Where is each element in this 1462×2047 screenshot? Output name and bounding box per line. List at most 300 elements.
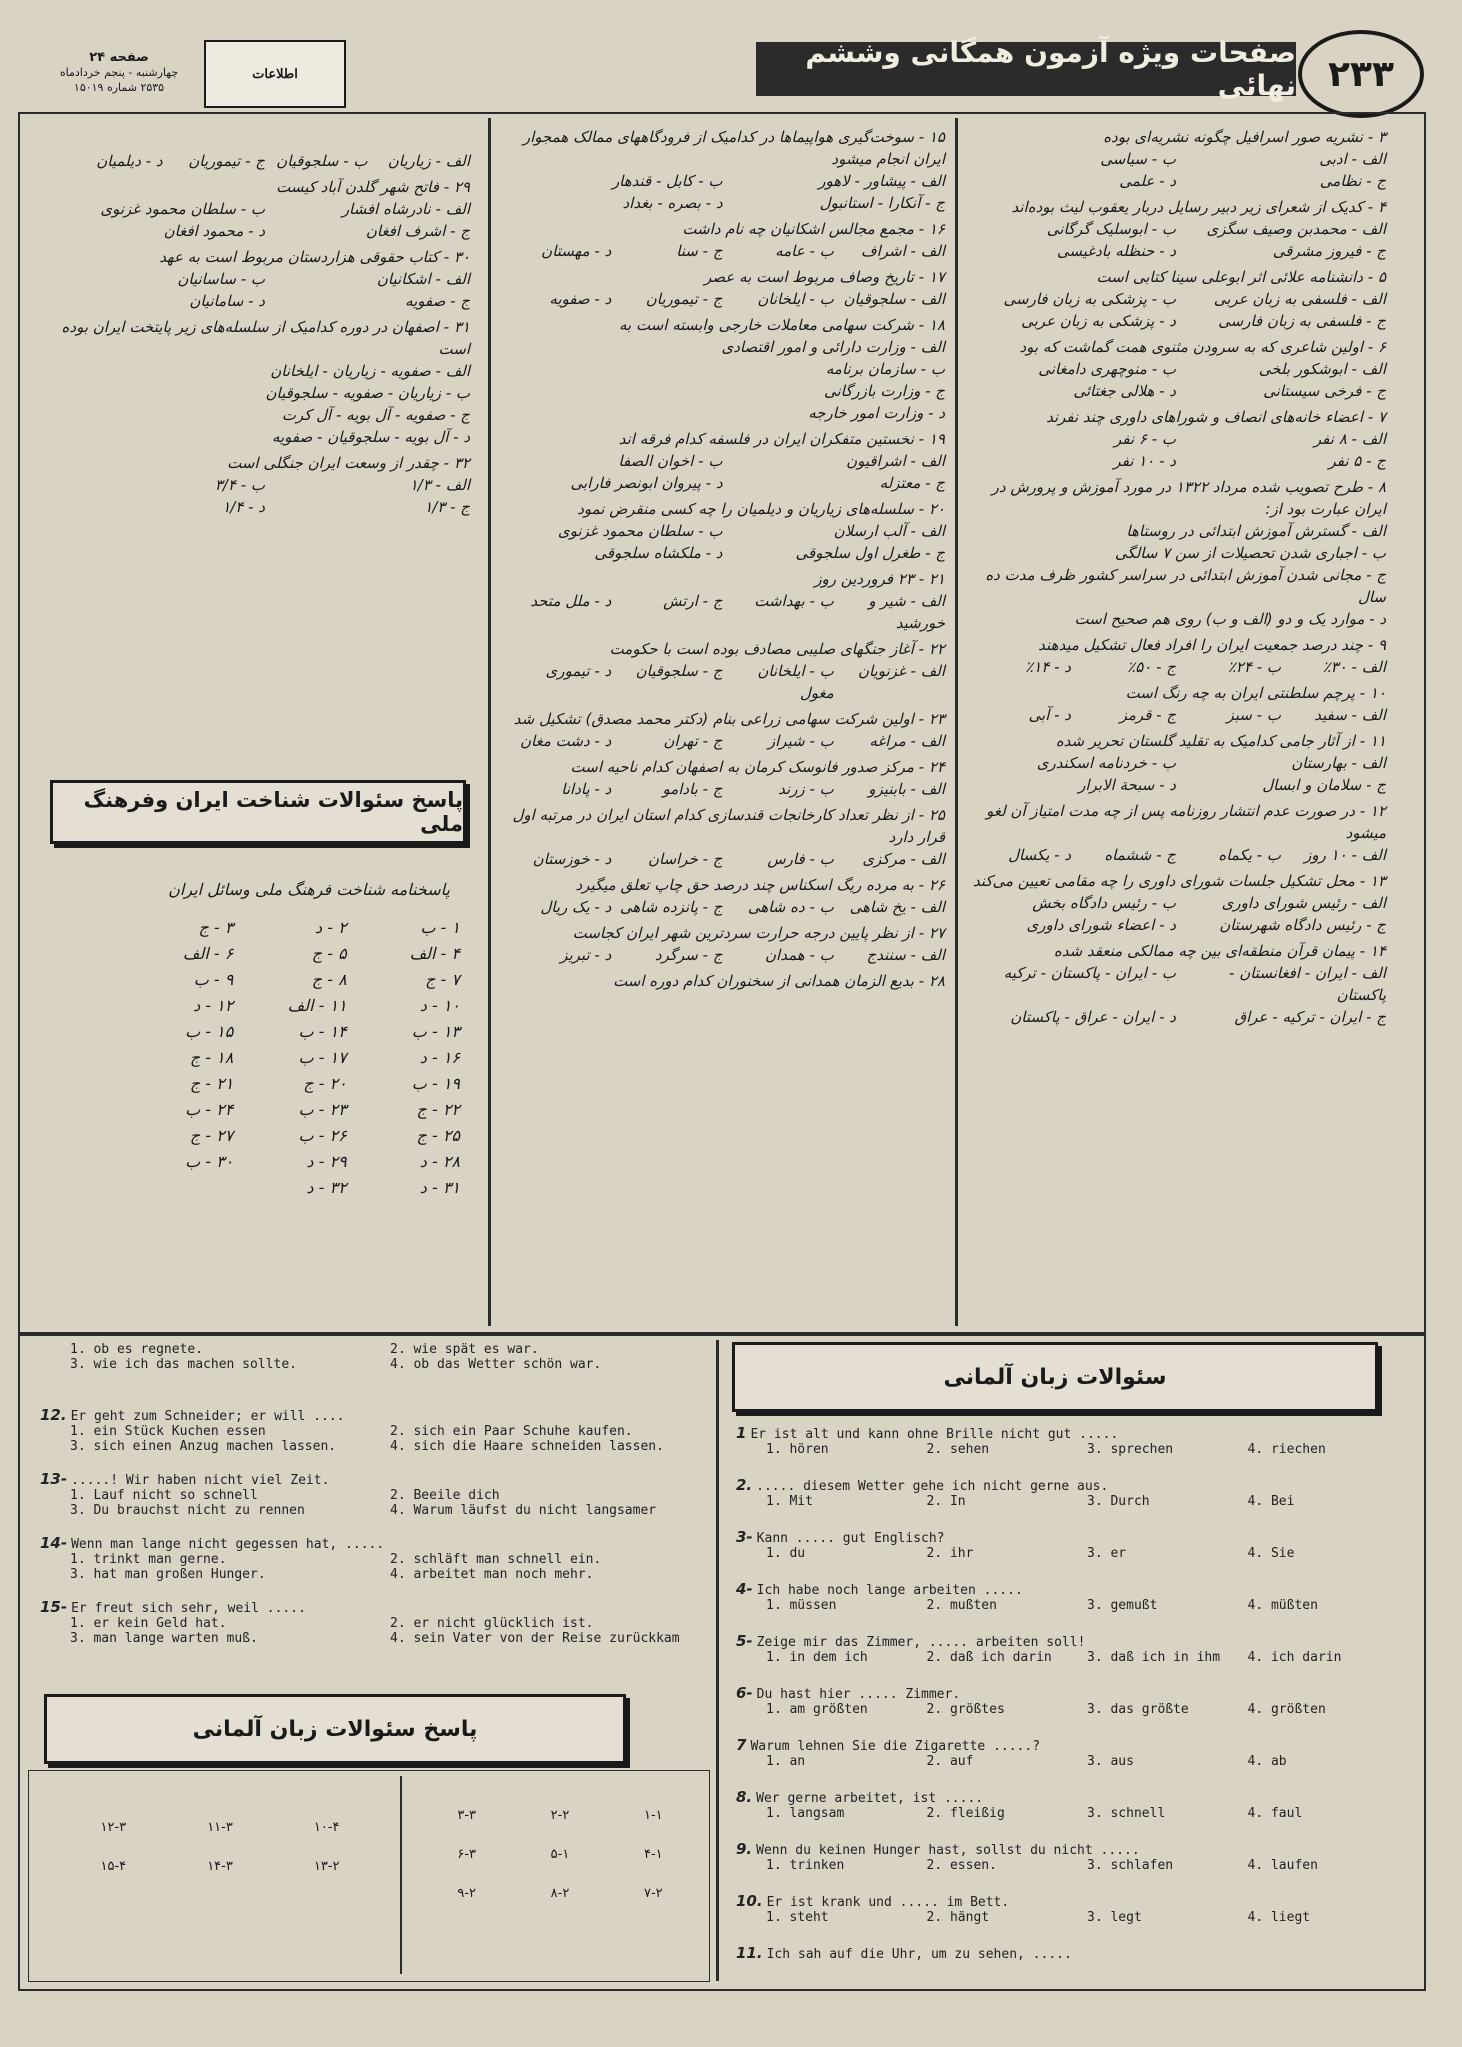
option: الف - سفید [1314,706,1386,724]
option: ج - تیموریان [188,152,265,170]
answer-item: ۲۸ - د [419,1152,460,1171]
question-text: Er geht zum Schneider; er will .... [70,1409,345,1424]
option: ب - پزشکی به زبان فارسی [1003,290,1176,308]
option: 1. langsam [766,1806,845,1821]
publication-info [38,50,200,95]
question-text: ۱۷ - تاریخ وصاف مربوط است به عصر [704,268,945,286]
question-number: 13- [40,1470,68,1488]
german-question [40,1598,710,1646]
question-item [966,940,1386,1028]
answer-item: ۳ - ج [198,918,234,937]
option: 4. arbeitet man noch mehr. [390,1567,594,1582]
option: 4. laufen [1247,1858,1318,1873]
option: ب - سیاسی [1100,150,1176,168]
option: ج - فیروز مشرقی [1272,242,1386,260]
column-divider [716,1340,719,1981]
question-text: ۲۹ - فاتح شهر گلدن آباد کیست [276,178,470,196]
page-title: صفحات ویژه آزمون همگانی وششم نهائی [756,42,1296,96]
question-text: Er ist alt und kann ohne Brille nicht gut ..... [750,1427,1119,1442]
page-label: صفحه ۲۴ [89,50,149,65]
question-item [500,126,945,214]
option: 1. Mit [766,1494,813,1509]
issue-date: چهارشنبه - پنجم خردادماه [59,66,179,79]
question-text: ۱۳ - محل تشکیل جلسات شورای داوری را چه مقامی تعیین می‌کند [972,872,1386,890]
option: 2. essen. [926,1858,997,1873]
question-text: ۱۵ - سوخت‌گیری هواپیماها در کدامیک از فرودگاههای ممالک همجوار ایران انجام میشود [522,128,945,168]
question-number: 11. [736,1944,763,1962]
option: د - سامانیان [189,292,265,310]
option: 4. Warum läufst du nicht langsamer [390,1503,657,1518]
question-item [500,266,945,310]
option-row [736,1442,1408,1457]
question-item [500,708,945,752]
option: ج - تیموریان [645,290,723,308]
option: د - اعضاء شورای داوری [1026,916,1176,934]
option: د - صفویه [549,290,612,308]
question-text: ۹ - چند درصد جمعیت ایران را افراد فعال تشکیل میدهند [1038,636,1386,654]
option: 2. schläft man schnell ein. [390,1552,602,1567]
option: ب - کابل - قندهار [611,172,723,190]
answer-item: ۲ - د [315,918,347,937]
question-item [966,196,1386,262]
option: د - پیروان ابونصر فارابی [570,474,723,492]
option: 1. an [766,1754,806,1769]
option: 1. müssen [766,1598,837,1613]
question-text: Kann ..... gut Englisch? [756,1531,945,1546]
question-line [40,1470,710,1488]
question-item [966,730,1386,796]
answer-item: ۱۵-۴ [100,1859,127,1874]
option: 1. hören [766,1442,829,1457]
option: ج - آنکارا - استانبول [819,194,945,212]
option: الف - رئیس شورای داوری [1221,894,1386,912]
question-options [500,730,945,752]
question-text: ۲۳ - اولین شرکت سهامی زراعی بنام (دکتر محمد مصدق) تشکیل شد [513,710,945,728]
option: 1. ein Stück Kuchen essen [70,1424,266,1439]
option: ج - نظامی [1319,172,1386,190]
question-number: 9. [736,1840,753,1858]
option: د - حنظله بادغیسی [1056,242,1176,260]
question-item [60,150,470,172]
question-item [500,804,945,870]
question-item [966,476,1386,630]
logo-text: اطلاعات [252,66,298,82]
german-question [40,1470,710,1518]
question-text: Ich habe noch lange arbeiten ..... [756,1583,1023,1598]
answers-divider [400,1776,402,1974]
answer-item: ۳-۳ [457,1808,476,1823]
option-row [736,1546,1408,1561]
question-item [966,406,1386,472]
question-text: Du hast hier ..... Zimmer. [756,1687,961,1702]
option: الف - پیشاور - لاهور [818,172,945,190]
question-number: 4- [736,1580,753,1598]
answer-item: ۷-۲ [644,1886,663,1901]
question-item [966,682,1386,726]
german-question [736,1944,1408,1962]
option: ج - معتزله [879,474,945,492]
option: الف - سنندج [866,946,945,964]
german-questions-heading: سئوالات زبان آلمانی [732,1342,1378,1412]
answer-item: ۶-۳ [457,1847,476,1862]
option: الف - فلسفی به زبان عربی [1213,290,1386,308]
answers-grid [120,918,460,1197]
question-options [966,892,1386,936]
option: 3. hat man großen Hunger. [70,1567,266,1582]
option: 4. ich darin [1247,1650,1342,1665]
question-text: ۵ - دانشنامه علائی اثر ابوعلی سینا کتابی است [1096,268,1386,286]
answer-item: ۷ - ج [425,970,460,989]
question-number: 2. [736,1476,753,1494]
option: ج - قرمز [1119,706,1176,724]
question-text: ۱۲ - در صورت عدم انتشار روزنامه پس از چه مدت امتیاز آن لغو میشود [986,802,1386,842]
answer-item: ۲۶ - ب [298,1126,347,1145]
german-answers-a [420,1808,700,1901]
option-row [40,1342,710,1372]
question-options [966,844,1386,866]
option: 3. sprechen [1087,1442,1174,1457]
question-options [966,520,1386,630]
question-line [736,1528,1408,1546]
question-line [736,1840,1408,1858]
question-text: Er ist krank und ..... im Bett. [766,1895,1010,1910]
answer-item: ۹-۲ [457,1886,476,1901]
question-text: ۲۵ - از نظر تعداد کارخانجات قندسازی کدام استان ایران در مرتبه اول قرار دارد [512,806,945,846]
column-divider [955,118,958,1326]
option-row [40,1552,710,1582]
question-item [966,336,1386,402]
question-line [40,1598,710,1616]
option: ج - رئیس دادگاه شهرستان [1219,916,1386,934]
question-item [966,800,1386,866]
option: د - تیموری [545,662,612,680]
option-row [736,1858,1408,1873]
question-options [500,336,945,424]
page-number-badge: ۲۳۳ [1298,30,1424,118]
answer-item: ۴ - الف [409,944,460,963]
question-item [60,246,470,312]
option: الف - وزارت دارائی و امور اقتصادی [721,338,945,356]
option: الف - اشراقیون [846,452,945,470]
option: 1. trinken [766,1858,845,1873]
option: ج - اشرف افغان [365,222,470,240]
option: د - پزشکی به زبان عربی [1021,312,1176,330]
question-text: ۲۴ - مرکز صدور فانوسک کرمان به اصفهان کدام ناحیه است [570,758,945,776]
questions-column-right [966,126,1386,1032]
option: 4. müßten [1247,1598,1318,1613]
question-text: ۲۸ - بدیع الزمان همدانی از سخنوران کدام دوره است [613,972,945,990]
answer-item: ۳۰ - ب [185,1152,234,1171]
option: د - آل بویه - سلجوقیان - صفویه [271,428,470,446]
option: 4. sich die Haare schneiden lassen. [390,1439,664,1454]
option-row [736,1650,1408,1665]
question-item [500,874,945,918]
question-options [60,150,470,172]
option: ج - پانزده شاهی [619,898,723,916]
answer-item: ۱۳-۲ [313,1859,340,1874]
option: د - خوزستان [532,850,612,868]
question-item [500,568,945,634]
question-item [966,126,1386,192]
question-text: ۸ - طرح تصویب شده مرداد ۱۳۲۲ در مورد آموزش و پرورش در ایران عبارت بود از: [991,478,1386,518]
question-number: 15- [40,1598,68,1616]
question-text: ۲۷ - از نظر پایین درجه حرارت سردترین شهر ایران کجاست [572,924,945,942]
option: د - یک ریال [540,898,612,916]
option-row [40,1488,710,1518]
option: ج - تهران [663,732,723,750]
option: ب - ۳/۴ [214,476,265,494]
option: ج - ششماه [1104,846,1176,864]
answer-item: ۲۱ - ج [189,1074,234,1093]
question-options [966,288,1386,332]
question-item [500,498,945,564]
question-text: Wer gerne arbeitet, ist ..... [756,1791,984,1806]
option: ب - فارس [767,850,834,868]
option: ب - زرند [778,780,834,798]
question-text: ۱۴ - پیمان قرآن منطقه‌ای بین چه ممالکی منعقد شده [1053,942,1386,960]
answer-item: ۱-۱ [644,1808,663,1823]
question-options [60,360,470,448]
option-row [736,1806,1408,1821]
answer-item: ۱۱ - الف [287,996,347,1015]
option: د - بصره - بغداد [622,194,723,212]
option: الف - اشکانیان [376,270,470,288]
question-text: ..... diesem Wetter gehe ich nicht gerne aus. [756,1479,1109,1494]
option: 4. ob das Wetter schön war. [390,1357,602,1372]
option: 1. in dem ich [766,1650,868,1665]
option: الف - غزنویان [857,662,945,680]
questions-column-middle [500,126,945,996]
question-text: ۳۲ - چقدر از وسعت ایران جنگلی است [227,454,470,472]
option: الف - اشراف [861,242,945,260]
option: د - مهستان [541,242,612,260]
option: ب - سلجوقیان [276,152,368,170]
option: ج - سلامان و ابسال [1262,776,1386,794]
column-divider [488,118,491,1326]
question-item [60,452,470,518]
option: د - سبحة الابرار [1078,776,1176,794]
option: 2. auf [926,1754,974,1769]
option: ب - شیراز [767,732,834,750]
option: 2. fleißig [926,1806,1005,1821]
answer-item: ۸-۲ [550,1886,570,1901]
question-line [40,1406,710,1424]
question-line [736,1684,1408,1702]
question-text: ۴ - کدیک از شعرای زیر دبیر رسایل دربار یعقوب لیث بوده‌اند [1011,198,1386,216]
option: ج - فلسفی به زبان فارسی [1218,312,1386,330]
option: 3. gemußt [1087,1598,1158,1613]
question-item [500,314,945,424]
question-text: Zeige mir das Zimmer, ..... arbeiten soll! [756,1635,1086,1650]
option: 3. er [1087,1546,1127,1561]
question-line [736,1476,1408,1494]
option: الف - ۱۰ روز [1304,846,1386,864]
question-options [966,962,1386,1028]
german-question [736,1736,1408,1769]
question-line [40,1534,710,1552]
option: ب - خردنامه اسکندری [1036,754,1176,772]
question-item [60,176,470,242]
option: ب - اجباری شدن تحصیلات از سن ۷ سالگی [1114,544,1386,562]
german-question [40,1534,710,1582]
question-item [500,756,945,800]
option: ج - طغرل اول سلجوقی [795,544,945,562]
answer-item: ۱۴ - ب [298,1022,347,1041]
option: د - ملل متحد [530,592,612,610]
option: 3. wie ich das machen sollte. [70,1357,297,1372]
question-item [966,266,1386,332]
answer-item: ۱۹ - ب [411,1074,460,1093]
option: ج - ایران - ترکیه - عراق [1234,1008,1386,1026]
question-number: 7 [736,1736,747,1754]
option: 2. größtes [926,1702,1005,1717]
question-number: 3- [736,1528,753,1546]
answer-item: ۲۷ - ج [189,1126,234,1145]
option: ب - یکماه [1218,846,1281,864]
answer-item: ۱۲-۳ [100,1820,127,1835]
option: د - ۱/۴ [222,498,265,516]
option: 4. faul [1247,1806,1303,1821]
question-options [500,450,945,494]
question-text: ۱۶ - مجمع مجالس اشکانیان چه نام داشت [682,220,945,238]
option: 3. sich einen Anzug machen lassen. [70,1439,337,1454]
german-question [736,1424,1408,1457]
option: 2. In [926,1494,966,1509]
option: 1. Lauf nicht so schnell [70,1488,258,1503]
option: د - موارد یک و دو (الف و ب) روی هم صحیح است [1074,610,1386,628]
option: ب - سلطان محمود غزنوی [100,200,265,218]
question-line [736,1788,1408,1806]
option: ب - منوچهری دامغانی [1038,360,1176,378]
option-row [736,1598,1408,1613]
question-number: 1 [736,1424,747,1442]
option: ج - صفویه - آل بویه - آل کرت [281,406,470,424]
option: د - ایران - عراق - پاکستان [1010,1008,1176,1026]
option: 2. Beeile dich [390,1488,500,1503]
question-options [500,944,945,966]
question-text: ۱۸ - شرکت سهامی معاملات خارجی وابسته است به [618,316,945,334]
answers-subtitle: پاسخنامه شناخت فرهنگ ملی وسائل ایران [168,880,450,899]
option: 1. trinkt man gerne. [70,1552,227,1567]
option: 3. schnell [1087,1806,1166,1821]
question-options [500,848,945,870]
german-question [736,1840,1408,1873]
question-text: ۲۲ - آغاز جنگهای صلیبی مصادف بوده است با حکومت [609,640,945,658]
question-options [500,520,945,564]
question-text: Er freut sich sehr, weil ..... [71,1601,306,1616]
page-header [38,24,1424,124]
option: 2. ihr [926,1546,974,1561]
option: 3. daß ich in ihm [1087,1650,1221,1665]
option: ج - وزارت بازرگانی [823,382,945,400]
question-text: ۱۰ - پرچم سلطنتی ایران به چه رنگ است [1125,684,1386,702]
option: 1. steht [766,1910,829,1925]
question-text: ۲۱ - ۲۳ فروردین روز [814,570,945,588]
question-item [60,316,470,448]
option: ب - ایران - پاکستان - ترکیه [1003,964,1176,982]
answer-item: ۲-۲ [550,1808,570,1823]
question-options [966,148,1386,192]
option: ب - بهداشت [754,592,834,610]
option: 2. sich ein Paar Schuhe kaufen. [390,1424,633,1439]
option: 2. mußten [926,1598,997,1613]
answer-item: ۲۹ - د [306,1152,347,1171]
option: الف - بابنیزو [868,780,945,798]
option: الف - آلب ارسلان [833,522,945,540]
question-line [736,1944,1408,1962]
option: ج - فرخی سیستانی [1263,382,1386,400]
option: 3. Du brauchst nicht zu rennen [70,1503,305,1518]
option-row [40,1424,710,1454]
question-options [500,240,945,262]
question-text: ۳۱ - اصفهان در دوره کدامیک از سلسله‌های زیر پایتخت ایران بوده است [61,318,470,358]
question-text: ۳۰ - کتاب حقوقی هزاردستان مربوط است به عهد [159,248,470,266]
option: د - هلالی جغتائی [1073,382,1176,400]
option: 1. ob es regnete. [70,1342,204,1357]
option: ب - رئیس دادگاه بخش [1032,894,1176,912]
option: ج - خراسان [647,850,723,868]
option: د - دشت مغان [520,732,612,750]
option: د - یکسال [1008,846,1071,864]
question-options [500,170,945,214]
question-options [966,704,1386,726]
option: الف - شیر و خورشید [868,592,945,632]
option-row [736,1702,1408,1717]
question-line [736,1580,1408,1598]
question-text: ۷ - اعضاء خانه‌های انصاف و شوراهای داوری چند نفرند [1046,408,1386,426]
option: الف - نادرشاه افشار [341,200,470,218]
option: الف - ادبی [1319,150,1386,168]
question-text: ۱۹ - نخستین متفکران ایران در فلسفه کدام فرقه اند [618,430,945,448]
answer-item: ۲۴ - ب [185,1100,234,1119]
question-item [500,428,945,494]
question-item [500,922,945,966]
option: 3. schlafen [1087,1858,1174,1873]
questions-column-left [60,150,470,522]
option: ج - سنا [676,242,723,260]
option: الف - مراغه [869,732,945,750]
answer-item: ۲۰ - ج [303,1074,347,1093]
option: ب - ایلخانان [757,290,834,308]
question-item [966,634,1386,678]
option: د - تبریز [560,946,612,964]
option: الف - زیاریان [387,152,470,170]
option: 2. daß ich darin [926,1650,1052,1665]
answer-item: ۱۳ - ب [411,1022,460,1041]
option: الف - محمدبن وصیف سگزی [1206,220,1386,238]
option: ج - صفویه [405,292,470,310]
option: 3. aus [1087,1754,1134,1769]
answer-item: ۱۵ - ب [185,1022,234,1041]
option: ج - مجانی شدن آموزش ابتدائی در سراسر کشور ظرف مدت ده سال [985,566,1386,606]
answer-item: ۹ - ب [193,970,234,989]
newspaper-logo [204,40,346,108]
question-options [966,358,1386,402]
german-answers-b [60,1820,380,1874]
option: ب - همدان [765,946,834,964]
option: 4. Bei [1247,1494,1295,1509]
question-options [500,590,945,634]
answer-item: ۴-۱ [644,1847,663,1862]
question-number: 6- [736,1684,753,1702]
answer-item: ۶ - الف [182,944,234,963]
answer-item: ۳۲ - د [306,1178,347,1197]
question-item [966,870,1386,936]
option: الف - یخ شاهی [849,898,945,916]
question-text: Warum lehnen Sie die Zigarette .....? [750,1739,1041,1754]
option: الف - صفویه - زیاریان - ایلخانان [270,362,470,380]
question-text: ۱۱ - از آثار جامی کدامیک به تقلید گلستان تحریر شده [1055,732,1386,750]
